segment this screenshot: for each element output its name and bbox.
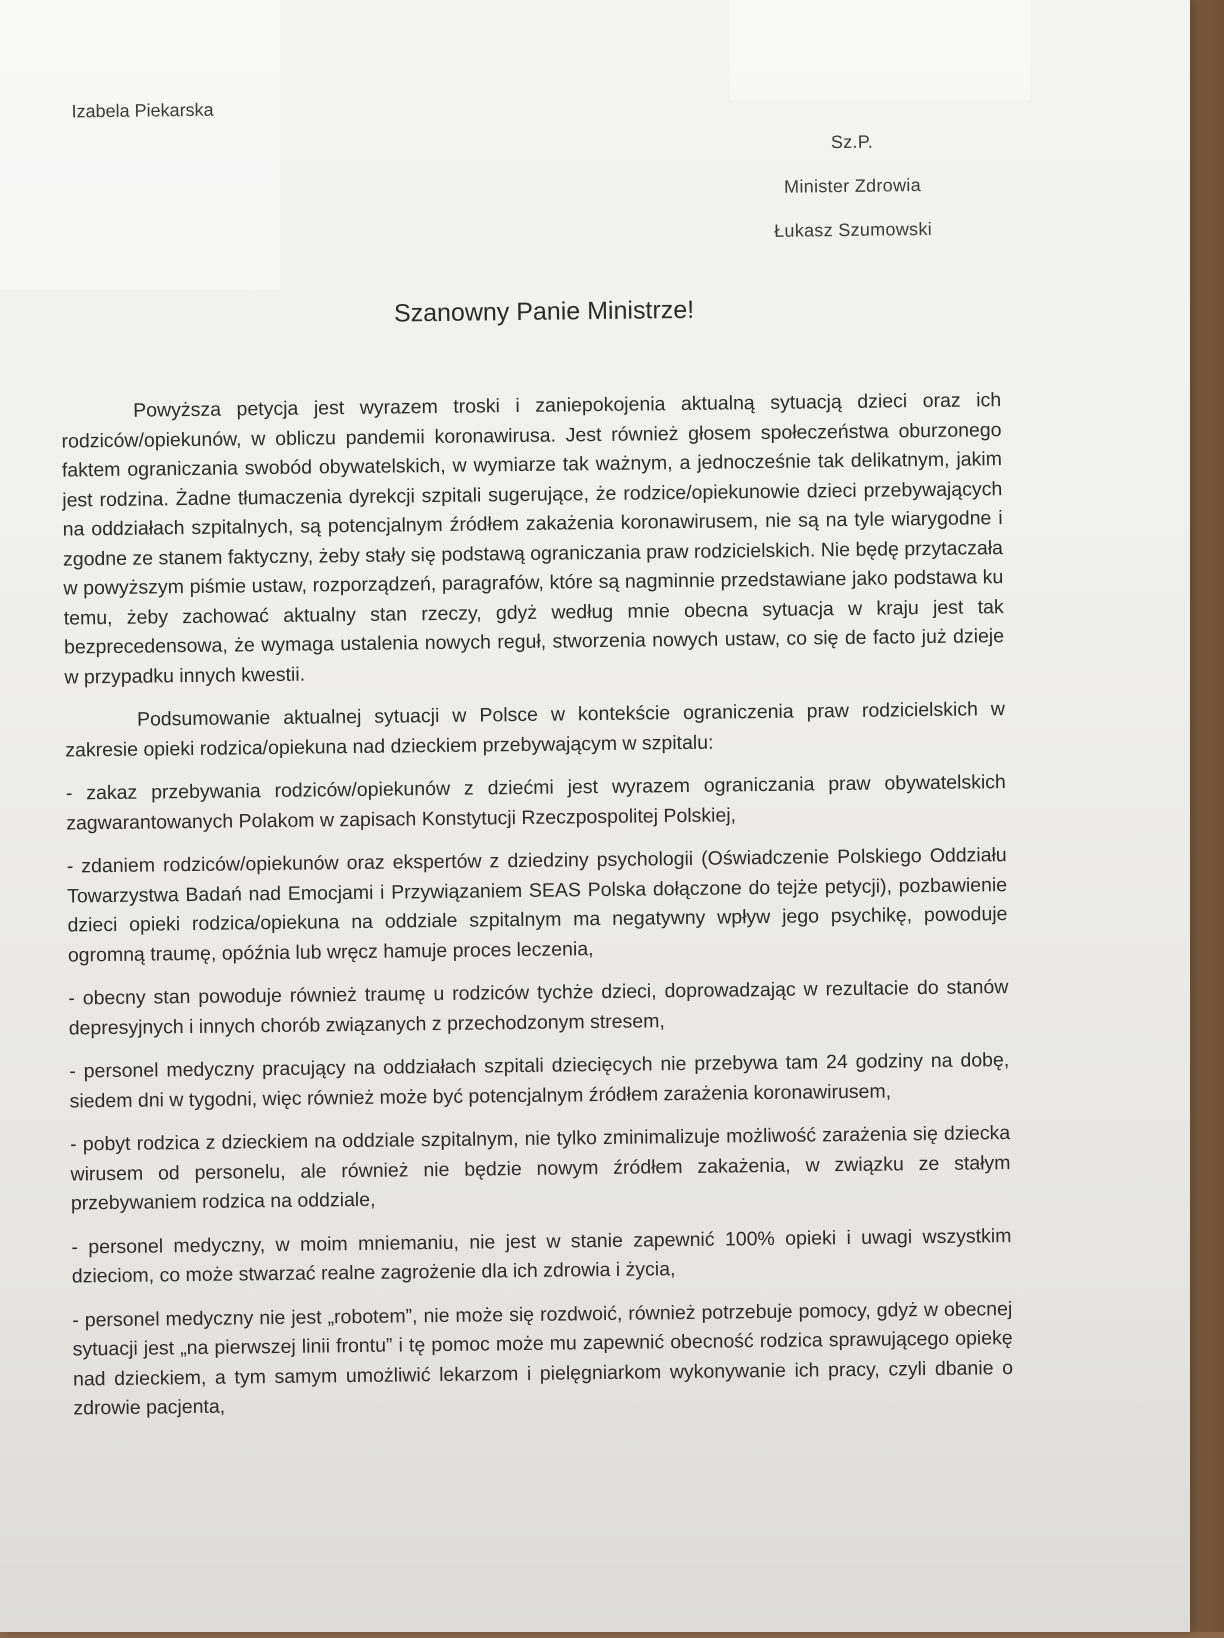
salutation: Szanowny Panie Ministrze! [393,295,695,328]
letter-body [61,386,1014,1438]
list-item: - personel medyczny pracujący na oddziałach szpitali dziecięcych nie przebywa tam 24 godziny na dobę, siedem dni w tygodni, więc również może być potencjalnym źródłem zarażenia koronawirusem, [69,1049,1010,1113]
list-item: - obecny stan powoduje również traumę u rodziców tychże dzieci, doprowadzając w rezultacie do stanów depresyjnych i innych chorób związanych z przechodzonym stresem, [68,976,1009,1040]
list-item: - zdaniem rodziców/opiekunów oraz ekspertów z dziedziny psychologii (Oświadczenie Polskiego Oddziału Towarzystwa Badań nad Emocjami i Przywiązaniem SEAS Polska dołączone do tejże petycji), pozbawienie dzieci opieki rodzica/opiekuna na oddziale szpitalnym ma negatywny wpływ jego psychikę, powoduje ogromną traumę, opóźnia lub wręcz hamuje proces leczenia, [66,844,1008,967]
addressee-title: Minister Zdrowia [783,175,922,197]
sender-name: Izabela Piekarska [71,99,214,122]
addressee-honorific: Sz.P. [830,131,874,153]
paragraph-summary: Podsumowanie aktualnej sytuacji w Polsce w kontekście ograniczenia praw rodzicielskich w zakresie opieki rodzica/opiekuna nad dzieckiem przebywającym w szpitalu: [65,698,1006,762]
list-item: - personel medyczny, w moim mniemaniu, nie jest w stanie zapewnić 100% opieki i uwagi wszystkim dzieciom, co może stwarzać realne zagrożenie dla ich zdrowia i życia, [71,1224,1012,1288]
paragraph-intro: Powyższa petycja jest wyrazem troski i zaniepokojenia aktualną sytuacją dzieci oraz ich rodziców/opiekunów, w obliczu pandemii koronawirusa. Jest również głosem społeczeństwa oburzonego faktem ograniczania swobód obywatelskich, w wymiarze tak ważnym, a jednocześnie tak delikatnym, jakim jest rodzina. Żadne tłumaczenia dyrekcji szpitali sugerujące, że rodzice/opiekunowie dzieci przebywających na oddziałach szpitalnych, są potencjalnym źródłem zakażenia koronawirusem, nie są na tyle wiarygodne i zgodne ze stanem faktyczny, żeby stały się podstawą ograniczania praw rodzicielskich. Nie będę przytaczała w powyższym piśmie ustaw, rozporządzeń, paragrafów, które są nagminnie przedstawiane jako podstawa ku temu, żeby zachować aktualny stan rzeczy, gdyż według mnie obecna sytuacja w kraju jest tak bezprecedensowa, że wymaga ustalenia nowych reguł, stworzenia nowych ustaw, co się de facto już dzieje w przypadku innych kwestii. [61,389,1005,689]
list-item: - zakaz przebywania rodziców/opiekunów z dziećmi jest wyrazem ograniczania praw obywatelskich zagwarantowanych Polakom w zapisach Konstytucji Rzeczpospolitej Polskiej, [65,771,1006,835]
addressee-block [752,119,954,253]
list-item: - pobyt rodzica z dzieckiem na oddziale szpitalnym, nie tylko zminimalizuje możliwość zarażenia się dziecka wirusem od personelu, ale również nie będzie nowym źródłem zakażenia, w związku ze stałym przebywaniem rodzica na oddziale, [70,1122,1011,1215]
addressee-name: Łukasz Szumowski [774,218,933,241]
list-item: - personel medyczny nie jest „robotem”, nie może się rozdwoić, również potrzebuje pomocy, gdyż w obecnej sytuacji jest „na pierwszej linii frontu” i tę pomoc może mu zapewnić obecność rodzica sprawującego opiekę nad dzieckiem, a tym samym umożliwić lekarzom i pielęgniarkom wykonywanie ich pracy, czyli dbanie o zdrowie pacjenta, [72,1297,1014,1420]
